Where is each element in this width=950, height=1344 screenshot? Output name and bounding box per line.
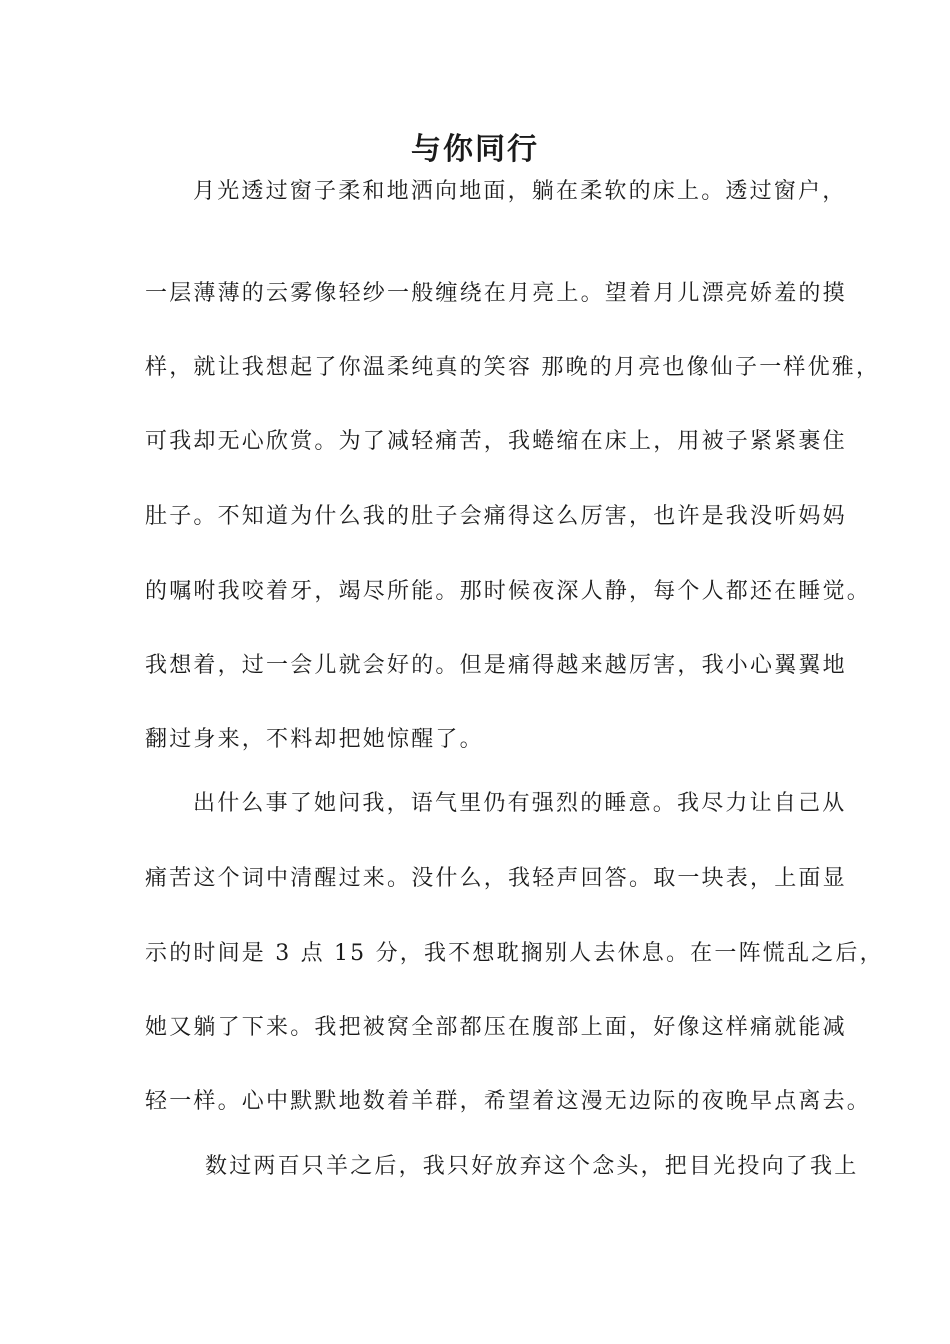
text-line: 轻一样。心中默默地数着羊群，希望着这漫无边际的夜晚早点离去。 (145, 1089, 872, 1114)
text-line: 痛苦这个词中清醒过来。没什么，我轻声回答。取一块表，上面显 (145, 866, 847, 891)
text-line: 样，就让我想起了你温柔纯真的笑容 那晚的月亮也像仙子一样优雅， (145, 355, 881, 380)
text-line: 翻过身来，不料却把她惊醒了。 (145, 727, 484, 752)
text-line: 数过两百只羊之后，我只好放弃这个念头，把目光投向了我上 (205, 1154, 859, 1179)
text-line: 示的时间是 3 点 15 分，我不想耽搁别人去休息。在一阵慌乱之后， (145, 941, 884, 966)
text-line: 一层薄薄的云雾像轻纱一般缠绕在月亮上。望着月儿漂亮娇羞的摸 (145, 281, 847, 306)
text-line: 我想着，过一会儿就会好的。但是痛得越来越厉害，我小心翼翼地 (145, 653, 847, 678)
text-line: 月光透过窗子柔和地洒向地面，躺在柔软的床上。透过窗户， (193, 179, 847, 204)
text-line: 她又躺了下来。我把被窝全部都压在腹部上面，好像这样痛就能减 (145, 1015, 847, 1040)
text-line: 出什么事了她问我，语气里仍有强烈的睡意。我尽力让自己从 (193, 791, 847, 816)
text-line: 肚子。不知道为什么我的肚子会痛得这么厉害，也许是我没听妈妈 (145, 504, 847, 529)
document-title: 与你同行 (411, 132, 539, 167)
text-line: 可我却无心欣赏。为了减轻痛苦，我蜷缩在床上，用被子紧紧裹住 (145, 429, 847, 454)
text-line: 的嘱咐我咬着牙，竭尽所能。那时候夜深人静，每个人都还在睡觉。 (145, 579, 872, 604)
